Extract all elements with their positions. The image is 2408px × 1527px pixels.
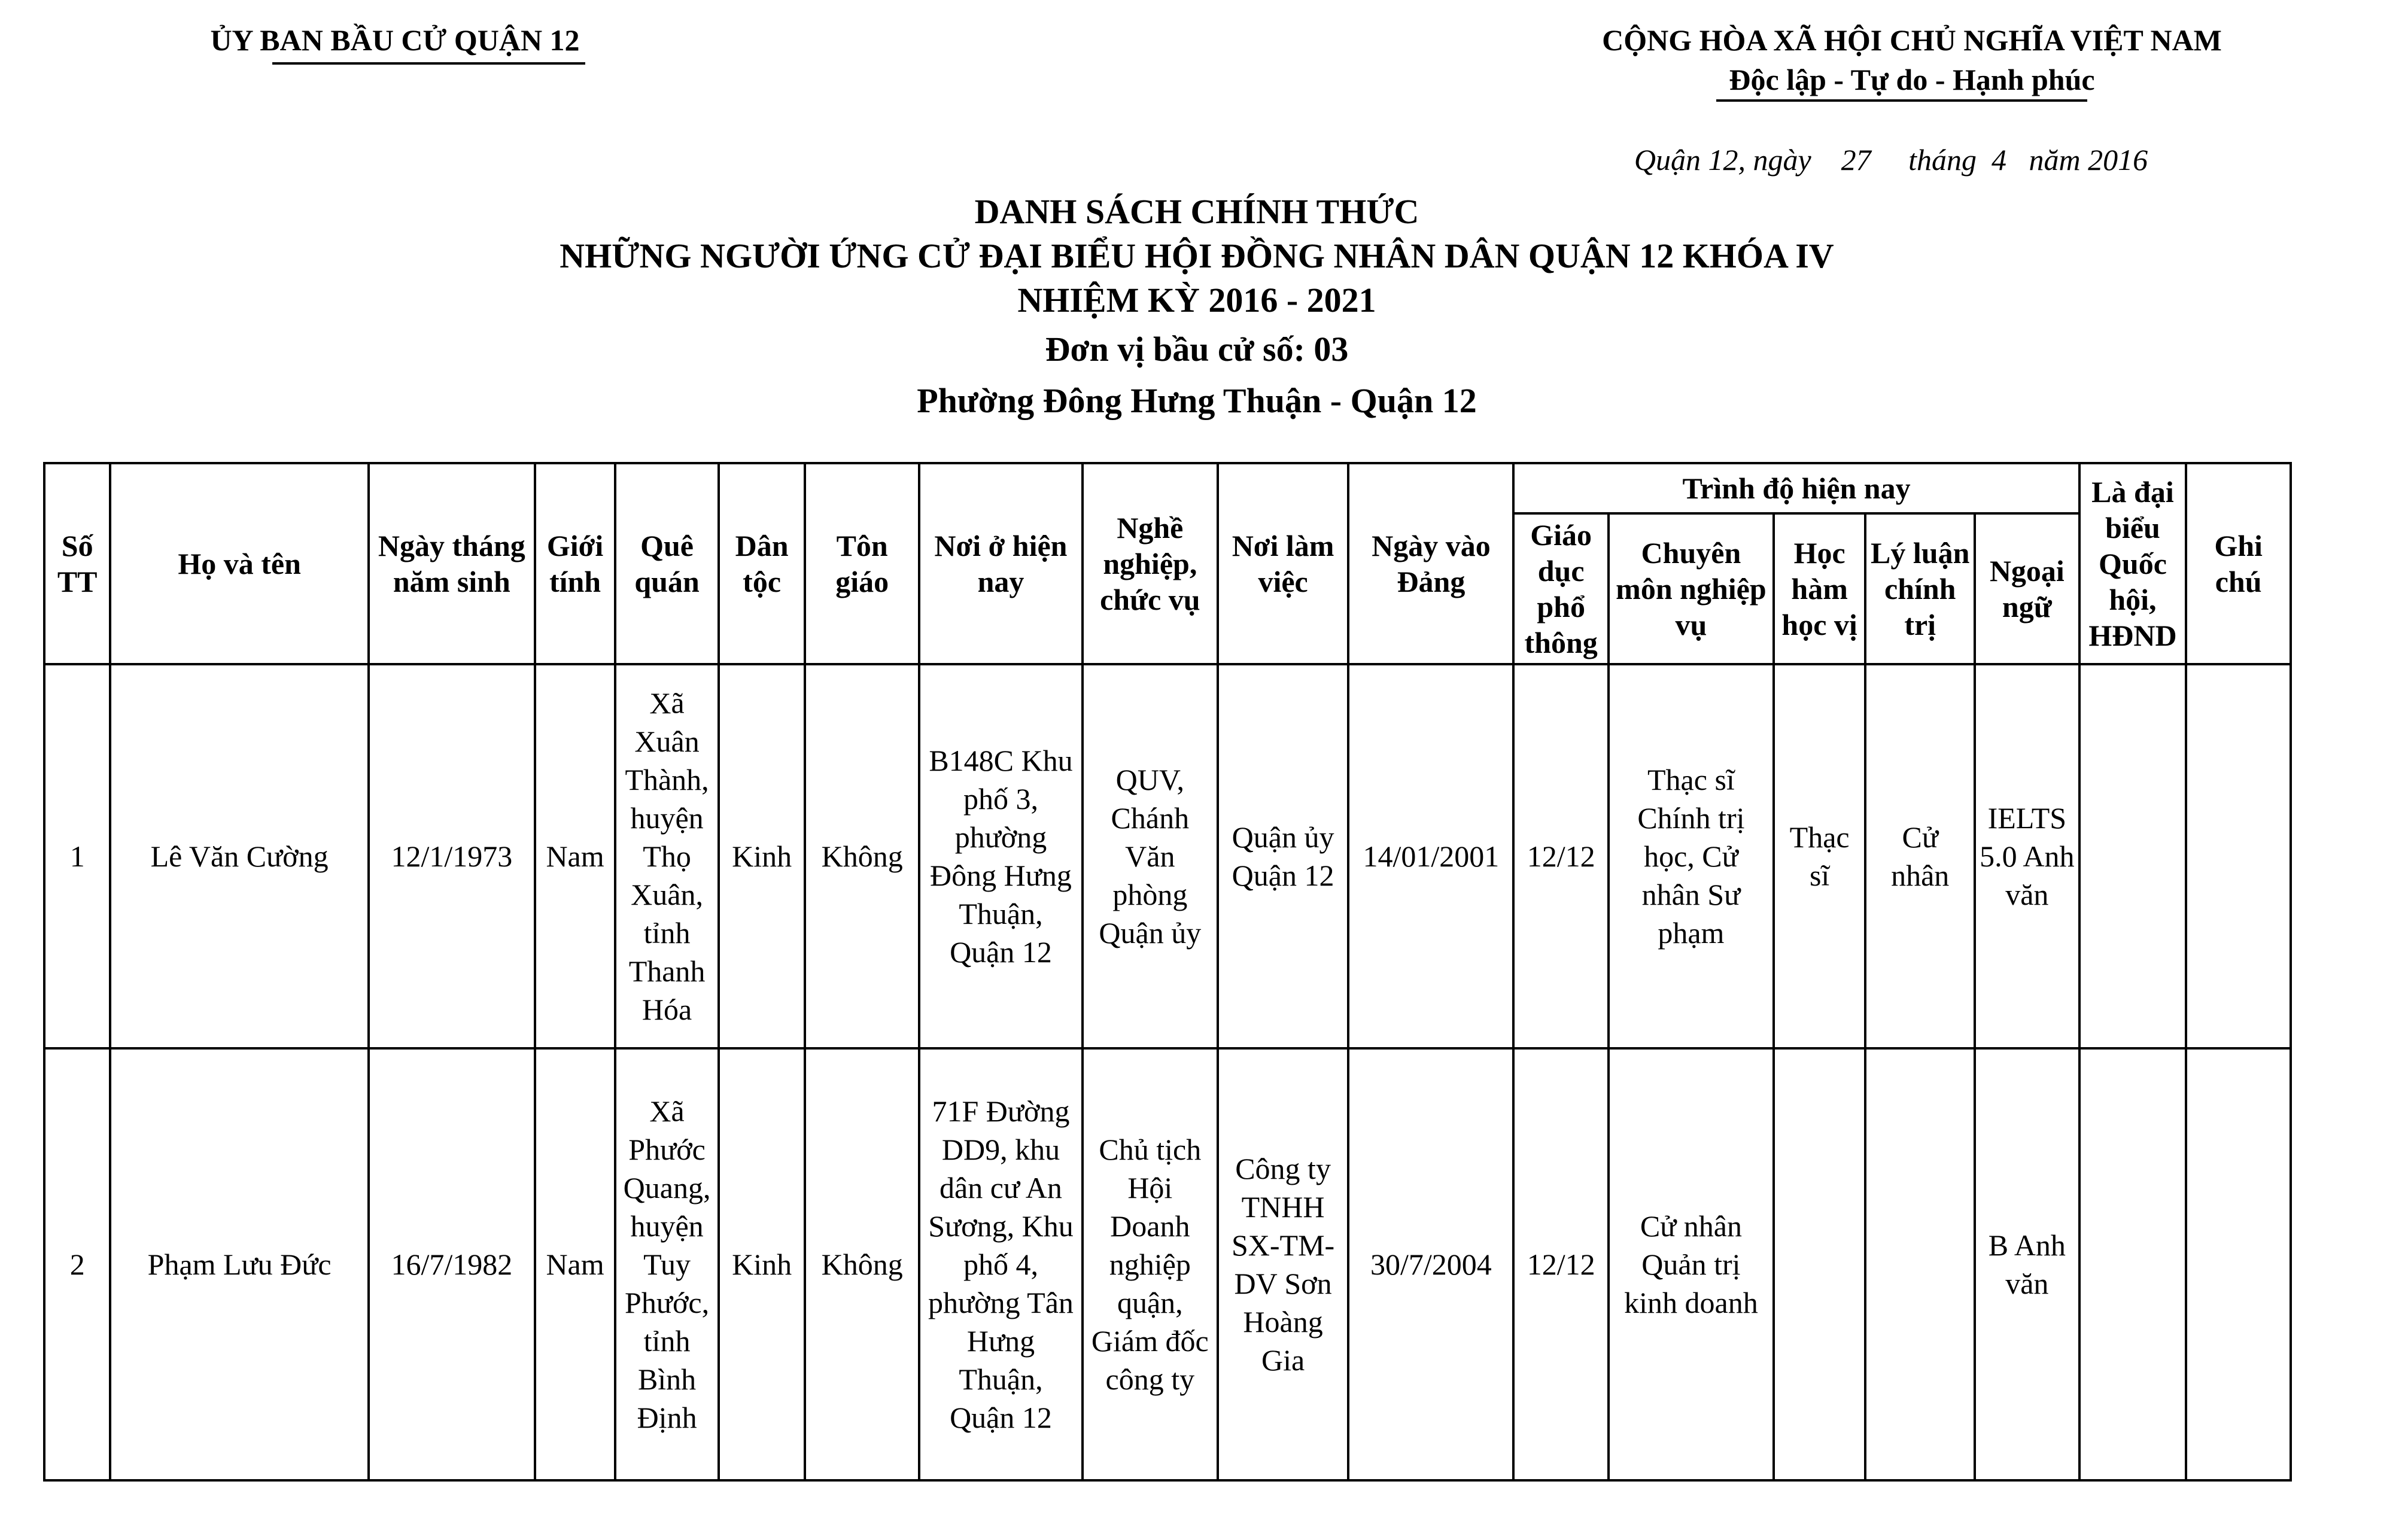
cell-language: B Anh văn [1975, 1048, 2079, 1480]
cell-religion: Không [805, 664, 919, 1048]
document-subtitle: NHỮNG NGƯỜI ỨNG CỬ ĐẠI BIỂU HỘI ĐỒNG NHÂN DÂN QUẬN 12 KHÓA IV [560, 236, 1834, 275]
header-hometown: Quê quán [615, 463, 719, 664]
cell-gender: Nam [535, 664, 615, 1048]
document-title: DANH SÁCH CHÍNH THỨC [974, 192, 1419, 231]
cell-political [1865, 1048, 1975, 1480]
cell-hometown: Xã Xuân Thành, huyện Thọ Xuân, tỉnh Thanh Hóa [615, 664, 719, 1048]
cell-gender: Nam [535, 1048, 615, 1480]
header-name: Họ và tên [110, 463, 368, 664]
cell-workplace: Quận ủy Quận 12 [1218, 664, 1349, 1048]
header-occupation: Nghề nghiệp, chức vụ [1083, 463, 1218, 664]
cell-ethnicity: Kinh [719, 664, 805, 1048]
ward-title: Phường Đông Hưng Thuận - Quận 12 [917, 381, 1477, 420]
header-education-group: Trình độ hiện nay [1513, 463, 2079, 513]
motto-underline [1716, 99, 2087, 102]
header-general-edu: Giáo dục phổ thông [1513, 513, 1609, 664]
national-motto: Độc lập - Tự do - Hạnh phúc [1729, 63, 2095, 96]
cell-general-edu: 12/12 [1513, 664, 1609, 1048]
cell-specialty: Cử nhân Quản trị kinh doanh [1609, 1048, 1774, 1480]
national-title: CỘNG HÒA XÃ HỘI CHỦ NGHĨA VIỆT NAM [1602, 23, 2222, 57]
authority-underline [272, 62, 585, 65]
cell-degree [1774, 1048, 1866, 1480]
cell-note [2186, 664, 2291, 1048]
table-row [44, 664, 2291, 1048]
cell-residence: B148C Khu phố 3, phường Đông Hưng Thuận, Quận 12 [919, 664, 1083, 1048]
cell-party-date: 14/01/2001 [1348, 664, 1513, 1048]
cell-name: Phạm Lưu Đức [110, 1048, 368, 1480]
cell-political: Cử nhân [1865, 664, 1975, 1048]
header-residence: Nơi ở hiện nay [919, 463, 1083, 664]
cell-dob: 16/7/1982 [369, 1048, 535, 1480]
header-religion: Tôn giáo [805, 463, 919, 664]
header-workplace: Nơi làm việc [1218, 463, 1349, 664]
header-language: Ngoại ngữ [1975, 513, 2079, 664]
cell-occupation: QUV, Chánh Văn phòng Quận ủy [1083, 664, 1218, 1048]
cell-degree: Thạc sĩ [1774, 664, 1866, 1048]
electoral-unit: Đơn vị bầu cử số: 03 [1045, 330, 1349, 369]
candidate-table [43, 462, 2292, 1482]
cell-language: IELTS 5.0 Anh văn [1975, 664, 2079, 1048]
cell-ethnicity: Kinh [719, 1048, 805, 1480]
term-title: NHIỆM KỲ 2016 - 2021 [1017, 281, 1376, 320]
header-note: Ghi chú [2186, 463, 2291, 664]
cell-residence: 71F Đường DD9, khu dân cư An Sương, Khu phố 4, phường Tân Hưng Thuận, Quận 12 [919, 1048, 1083, 1480]
cell-dob: 12/1/1973 [369, 664, 535, 1048]
cell-religion: Không [805, 1048, 919, 1480]
cell-delegate [2079, 664, 2187, 1048]
cell-note [2186, 1048, 2291, 1480]
header-party-date: Ngày vào Đảng [1348, 463, 1513, 664]
header-degree: Học hàm học vị [1774, 513, 1866, 664]
cell-occupation: Chủ tịch Hội Doanh nghiệp quận, Giám đốc công ty [1083, 1048, 1218, 1480]
cell-name: Lê Văn Cường [110, 664, 368, 1048]
cell-general-edu: 12/12 [1513, 1048, 1609, 1480]
cell-stt: 2 [44, 1048, 110, 1480]
header-dob: Ngày tháng năm sinh [369, 463, 535, 664]
header-ethnicity: Dân tộc [719, 463, 805, 664]
issuing-authority: ỦY BAN BẦU CỬ QUẬN 12 [210, 23, 580, 57]
cell-party-date: 30/7/2004 [1348, 1048, 1513, 1480]
header-political: Lý luận chính trị [1865, 513, 1975, 664]
cell-workplace: Công ty TNHH SX-TM-DV Sơn Hoàng Gia [1218, 1048, 1349, 1480]
header-stt: Số TT [44, 463, 110, 664]
cell-delegate [2079, 1048, 2187, 1480]
cell-specialty: Thạc sĩ Chính trị học, Cử nhân Sư phạm [1609, 664, 1774, 1048]
table-row [44, 1048, 2291, 1480]
cell-hometown: Xã Phước Quang, huyện Tuy Phước, tỉnh Bình Định [615, 1048, 719, 1480]
cell-stt: 1 [44, 664, 110, 1048]
document-date: Quận 12, ngày 27 tháng 4 năm 2016 [1634, 143, 2148, 177]
header-gender: Giới tính [535, 463, 615, 664]
header-specialty: Chuyên môn nghiệp vụ [1609, 513, 1774, 664]
header-delegate: Là đại biểu Quốc hội, HĐND [2079, 463, 2187, 664]
